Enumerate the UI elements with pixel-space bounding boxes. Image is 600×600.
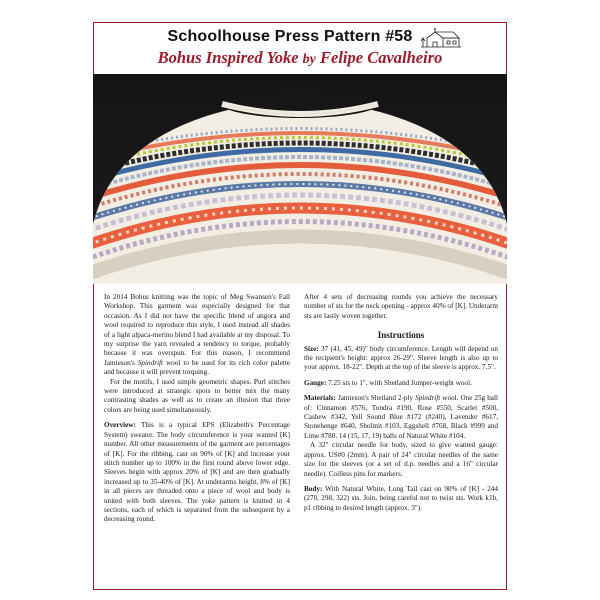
materials-text: Jamieson's Shetland 2-ply — [335, 394, 416, 403]
materials-yarn-name: Spindrift — [415, 394, 441, 403]
pattern-subtitle — [100, 48, 500, 68]
right-column — [304, 293, 498, 513]
materials-label: Materials: — [304, 394, 336, 403]
size-label: Size: — [304, 344, 319, 353]
motifs-paragraph: For the motifs, I used simple geometric shapes. Purl stitches were introduced at strategic spots to better mix the many contrasting shades as well as to create an illusion that three colors are being used simultaneously. — [104, 377, 290, 414]
yarn-name: Spindrift — [137, 358, 163, 367]
yoke-paragraph: After 4 sets of decreasing rounds you achieve the necessary number of sts for the neck opening - approx 40% of [K]. Underarm sts are lastly woven together. — [304, 293, 498, 320]
overview-paragraph — [104, 421, 290, 524]
by-word: by — [302, 52, 316, 67]
materials-text-tail: wool. One 25g ball of: Cinnamon #576, Tundra #190, Rose #550, Scarlet #500, Cashew #342, Yell Sound Blue #172 (#240), Lavender #617, Stonehenge #640, Sholmit #103, Eggshell #768, Black #999 and Lime #780. 14 (15, 17, 19) balls of Natural White #104. — [304, 394, 498, 440]
materials-paragraph — [304, 394, 498, 441]
gauge-text: 7.25 sts to 1", with Shetland Jumper-weight wool. — [326, 378, 472, 387]
pattern-name: Bohus Inspired Yoke — [157, 48, 299, 67]
body-label: Body: — [304, 484, 323, 493]
overview-text: This is a typical EPS (Elizabeth's Percentage System) sweater. The body circumference is your wanted [K] number. All other measurements of the garment are percentages of [K]. For the ribbing, cast on 90% of [K] and increase your stitch number up to 100% in the first round above lower edge. Sleeves begin with approx 20% of [K] and are then gradually increased up to 35-40% of [K]. At underarms height, 8% of [K] in all pieces are threaded onto a piece of wool and body is united with both sleeves. The yoke pattern is knitted in 4 sections, each of which is separated from the subsequent by a decreasing round. — [104, 421, 290, 524]
instructions-heading: Instructions — [377, 330, 425, 341]
body-paragraph — [304, 485, 498, 513]
intro-paragraph — [104, 293, 290, 378]
intro-text: In 2014 Bohus knitting was the topic of Meg Swansen's Fall Workshop. This garment was especially designed for that occasion. As I did not have the specific blend of angora and wool required to reproduce this style, I used instead all shades of a light alpaca-merino blend I had available at my disposal. To my surprise the yarn revealed a tendency to torque, probably because it was overspun. For this reason, I recommend Jamieson's — [104, 293, 290, 367]
size-paragraph — [304, 345, 498, 373]
gauge-paragraph — [304, 379, 498, 388]
overview-label: Overview: — [104, 421, 136, 430]
author-name: Felipe Cavalheiro — [320, 48, 443, 67]
needles-paragraph: A 32" circular needle for body, sized to give wanted gauge: approx. US#0 (2mm). A pair of 24" circular needles of the same size for the sleeves (or a set of d.p. needles and a 16" circular needle). Coilless pins for markers. — [304, 441, 498, 478]
body-text: With Natural White, Long Tail cast on 90% of [K] - 244 (270, 298, 322) sts. Join, being careful not to twist sts. Work k1b, p1 ribbing to desired length (approx. 3"). — [304, 484, 498, 512]
sweater-photo — [93, 74, 507, 284]
gauge-label: Gauge: — [304, 378, 327, 387]
page-title: Schoolhouse Press Pattern #58 — [167, 28, 413, 45]
intro-text-tail: wool to be used for its rich color palette and because it will prevent torquing. — [104, 358, 290, 377]
schoolhouse-icon — [419, 27, 463, 49]
sweater-yoke-illustration — [93, 74, 507, 284]
size-text: 37 (41, 45, 49)" body circumference. Length will depend on the recipient's height: approx 26-29". Sleeve length is also up to your approx. 18-22". Depth at the top of the sleeve is approx. 7.5". — [304, 344, 498, 372]
left-column — [104, 293, 290, 525]
